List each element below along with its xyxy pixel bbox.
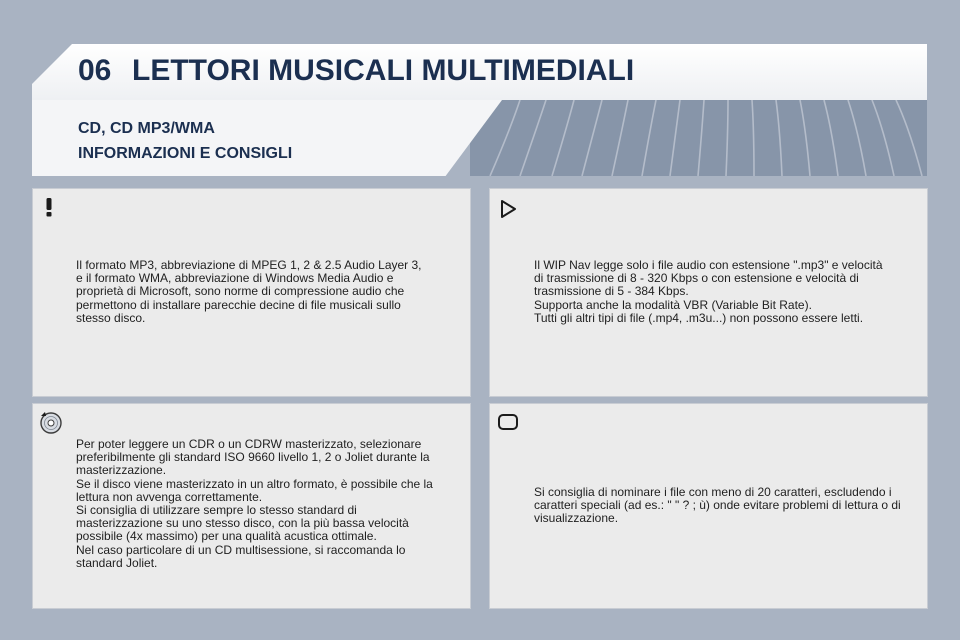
note-text: Si consiglia di nominare i file con meno di 20 caratteri, escludendo i caratteri speciali (ad es.: " " ? ; ù) onde evitare problemi di lettura o di visualizzazione. bbox=[534, 485, 901, 526]
section-subtitle: CD, CD MP3/WMA bbox=[78, 120, 215, 137]
disc-text: Per poter leggere un CDR o un CDRW masterizzato, selezionare preferibilmente gli standard ISO 9660 livello 1, 2 o Joliet durante la masterizzazione. Se il disco viene masterizzato in un altro formato, è possibile che la lettura non avvenga correttamente. Si consiglia di utilizzare sempre lo stesso standard di masterizzazione su uno stesso disco, con la più bassa velocità possibile (4x massimo) per una qualità acustica ottimale. Nel caso particolare di un CD multisessione, si raccomanda lo standard Joliet. bbox=[76, 437, 433, 570]
stripe-decoration bbox=[470, 100, 927, 176]
play-triangle-icon bbox=[497, 198, 519, 220]
section-heading: INFORMAZIONI E CONSIGLI bbox=[78, 145, 293, 162]
chapter-number: 06 bbox=[78, 54, 112, 87]
subtitle-panel bbox=[32, 100, 502, 176]
page-title: LETTORI MUSICALI MULTIMEDIALI bbox=[132, 54, 635, 87]
cd-disc-icon bbox=[38, 410, 62, 434]
info-text: Il WIP Nav legge solo i file audio con estensione ".mp3" e velocità di trasmissione di 8 - 320 Kbps o con estensione e velocità di trasmissione di 5 - 384 Kbps. Supporta anche la modalità VBR (Variable Bit Rate). Tutti gli altri tipi di file (.mp4, .m3u...) non possono essere letti. bbox=[534, 258, 883, 325]
exclamation-icon bbox=[38, 196, 60, 218]
warning-text: Il formato MP3, abbreviazione di MPEG 1, 2 & 2.5 Audio Layer 3, e il formato WMA, abbreviazione di Windows Media Audio e proprietà di Microsoft, sono norme di compressione audio che permettono di installare parecchie decine di file musicali sullo stesso disco. bbox=[76, 258, 422, 325]
stripe-pattern bbox=[470, 100, 927, 176]
rounded-rectangle-icon bbox=[496, 412, 520, 432]
